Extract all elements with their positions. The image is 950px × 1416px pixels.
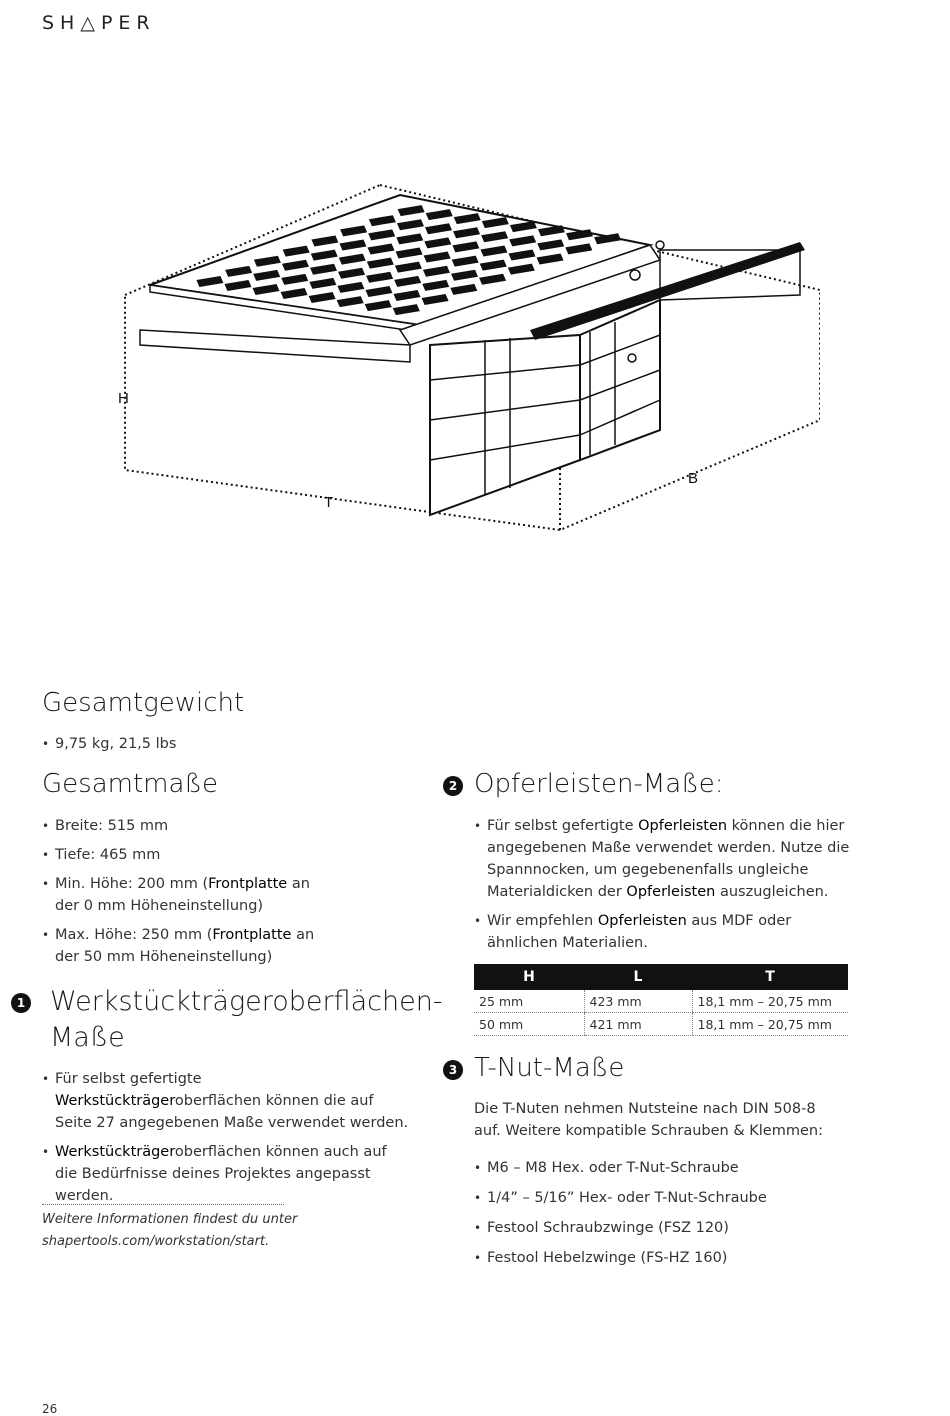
section-number-1-badge: 1 (11, 993, 31, 1013)
section1-list (42, 1068, 412, 1214)
list-item: • Tiefe: 465 mm (42, 844, 332, 866)
section1-heading: Werkstückträgeroberflächen- Maße (50, 986, 443, 1053)
section3-heading: T-Nut-Maße (474, 1053, 625, 1083)
table-cell: 18,1 mm – 20,75 mm (692, 990, 848, 1013)
section3-list (474, 1157, 854, 1277)
list-item: • Min. Höhe: 200 mm (Frontplatte an der 0 mm Höheneinstellung) (42, 873, 332, 917)
list-item: • Festool Hebelzwinge (FS-HZ 160) (474, 1247, 854, 1269)
list-item: • 9,75 kg, 21,5 lbs (42, 733, 372, 755)
gesamtmasse-heading: Gesamtmaße (42, 769, 218, 799)
section2-heading: Opferleisten-Maße: (474, 769, 724, 799)
section-number-3-badge: 3 (443, 1060, 463, 1080)
section2-list (474, 815, 854, 961)
list-item: • Breite: 515 mm (42, 815, 332, 837)
dim-label-h: H (118, 390, 129, 407)
table-row (474, 1013, 848, 1036)
workstation-illustration (100, 170, 820, 540)
page-number: 26 (42, 1402, 58, 1416)
list-item: • Festool Schraubzwinge (FSZ 120) (474, 1217, 854, 1239)
table-cell: 25 mm (474, 990, 584, 1013)
section3-intro: Die T-Nuten nehmen Nutsteine nach DIN 508-8 auf. Weitere kompatible Schrauben & Klemmen: (474, 1101, 823, 1139)
list-item: • Für selbst gefertigte Opferleisten können die hier angegebenen Maße verwendet werden. Nutze die Spannnocken, um gegebenenfalls ungleiche Materialdicken der Opferleisten auszugleichen. (474, 815, 854, 903)
shaper-logo: SH△PER (42, 12, 156, 34)
list-item: • Werkstückträgeroberflächen können auch auf die Bedürfnisse deines Projektes angepasst werden. (42, 1141, 412, 1207)
table-cell: 423 mm (584, 990, 692, 1013)
list-item: • Wir empfehlen Opferleisten aus MDF oder ähnlichen Materialien. (474, 910, 854, 954)
info-note: Weitere Informationen findest du unter shapertools.com/workstation/start. (42, 1212, 298, 1249)
table-cell: 50 mm (474, 1013, 584, 1036)
dim-label-t: T (324, 494, 334, 511)
dim-label-b: B (688, 470, 699, 487)
list-item: • M6 – M8 Hex. oder T-Nut-Schraube (474, 1157, 854, 1179)
list-item: • Max. Höhe: 250 mm (Frontplatte an der 50 mm Höheneinstellung) (42, 924, 332, 968)
gesamtmasse-list (42, 815, 332, 975)
list-item: • 1/4” – 5/16” Hex- oder T-Nut-Schraube (474, 1187, 854, 1209)
column-header-t: T (692, 964, 848, 990)
table-header-row (474, 964, 848, 990)
column-header-l: L (584, 964, 692, 990)
table-row (474, 990, 848, 1013)
opferleisten-dimension-table (474, 964, 848, 1036)
table-cell: 18,1 mm – 20,75 mm (692, 1013, 848, 1036)
column-header-h: H (474, 964, 584, 990)
table-cell: 421 mm (584, 1013, 692, 1036)
section-number-2-badge: 2 (443, 776, 463, 796)
note-divider (42, 1204, 284, 1205)
gesamtgewicht-heading: Gesamtgewicht (42, 688, 245, 718)
gesamtgewicht-list (42, 733, 372, 762)
list-item: • Für selbst gefertigte Werkstückträgeroberflächen können die auf Seite 27 angegebenen Maße verwendet werden. (42, 1068, 412, 1134)
